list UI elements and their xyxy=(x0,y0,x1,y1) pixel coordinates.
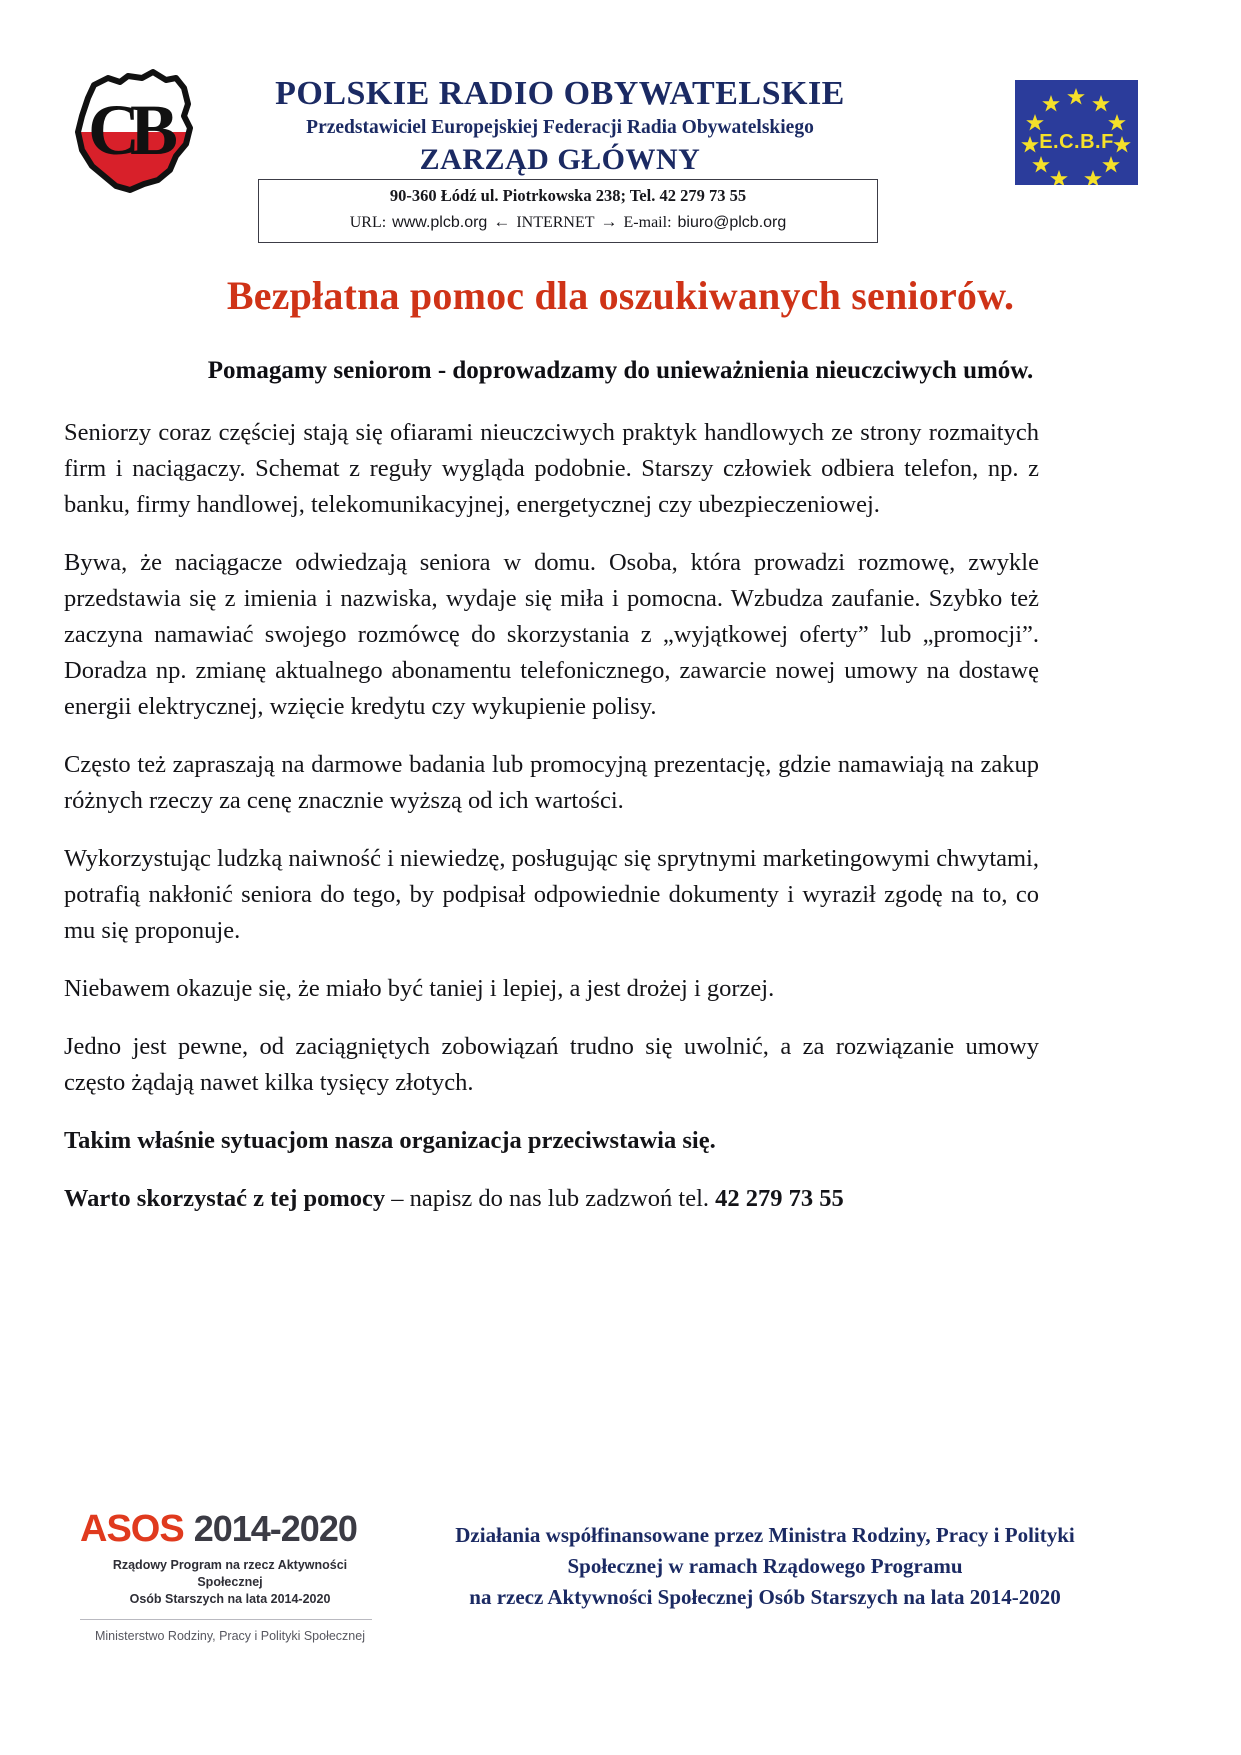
asos-program-line2: Osób Starszych na lata 2014-2020 xyxy=(129,1591,331,1606)
asos-divider xyxy=(80,1619,372,1620)
funding-note-line3: na rzecz Aktywności Społecznej Osób Starszych na lata 2014-2020 xyxy=(469,1585,1061,1609)
asos-ministry-name: Ministerstwo Rodziny, Pracy i Polityki Społecznej xyxy=(94,1628,365,1643)
cb-poland-logo-icon xyxy=(58,58,208,203)
asos-logo-title xyxy=(80,1510,410,1548)
cta-phone-number[interactable]: 42 279 73 55 xyxy=(715,1185,844,1212)
internet-label: INTERNET xyxy=(516,213,595,231)
arrow-left-icon: ← xyxy=(493,211,511,231)
cta-rest-text: – napisz do nas lub zadzwoń tel. xyxy=(385,1185,716,1212)
asos-program-name xyxy=(80,1557,380,1608)
email-label: E-mail: xyxy=(623,213,672,231)
asos-program-line1: Rządowy Program na rzecz Aktywności Społecznej xyxy=(112,1558,348,1589)
page-title: Bezpłatna pomoc dla oszukiwanych seniorów. xyxy=(226,273,1015,318)
url-value[interactable]: www.plcb.org xyxy=(392,213,488,231)
svg-text:E.C.B.F: E.C.B.F xyxy=(1039,131,1114,153)
paragraph: Bywa, że naciągacze odwiedzają seniora w domu. Osoba, która prowadzi rozmowę, zwykle przedstawia się z imienia i nazwiska, wydaje się miła i pomocna. Wzbudza zaufanie. Szybko też zaczyna namawiać swojego rozmówcę do skorzystania z „wyjątkowej oferty” lub „promocji”. Doradza np. zmianę aktualnego abonamentu telefonicznego, zawarcie nowej umowy na dostawę energii elektrycznej, wzięcie kredytu czy wykupienie polisy. xyxy=(64,549,1039,720)
url-label: URL: xyxy=(349,213,387,231)
paragraph: Niebawem okazuje się, że miało być taniej i lepiej, a jest drożej i gorzej. xyxy=(64,975,775,1002)
document-footer xyxy=(0,1510,1241,1710)
funding-note xyxy=(420,1520,1110,1613)
paragraph: Seniorzy coraz częściej stają się ofiarami nieuczciwych praktyk handlowych ze strony rozmaitych firm i naciągaczy. Schemat z reguły wygląda podobnie. Starszy człowiek odbiera telefon, np. z banku, firmy handlowej, telekomunikacyjnej, energetycznej czy ubezpieczeniowej. xyxy=(64,419,1039,518)
organization-board: ZARZĄD GŁÓWNY xyxy=(419,143,701,177)
cta-bold-text: Warto skorzystać z tej pomocy xyxy=(64,1185,386,1212)
ecbf-eu-flag-icon xyxy=(1015,80,1138,185)
closing-statement: Takim właśnie sytuacjom nasza organizacja przeciwstawia się. xyxy=(64,1127,716,1154)
asos-logo-block xyxy=(80,1510,410,1643)
paragraph: Jedno jest pewne, od zaciągniętych zobowiązań trudno się uwolnić, a za rozwiązanie umowy często żądają nawet kilka tysięcy złotych. xyxy=(64,1033,1039,1096)
paragraph: Wykorzystując ludzką naiwność i niewiedzę, posługując się sprytnymi marketingowymi chwytami, potrafią nakłonić seniora do tego, by podpisał odpowiednie dokumenty i wyraził zgodę na to, co mu się proponuje. xyxy=(64,845,1039,944)
svg-text:B: B xyxy=(130,90,179,170)
organization-name: POLSKIE RADIO OBYWATELSKIE xyxy=(275,75,845,112)
funding-note-line2: Społecznej w ramach Rządowego Programu xyxy=(567,1554,963,1578)
funding-note-line1: Działania współfinansowane przez Ministra Rodziny, Pracy i Polityki xyxy=(455,1523,1075,1547)
asos-wordmark: ASOS xyxy=(80,1508,184,1550)
svg-text:C: C xyxy=(88,90,140,170)
document-header xyxy=(0,0,1241,231)
call-to-action xyxy=(64,1181,1039,1217)
paragraph: Często też zapraszają na darmowe badania lub promocyjną prezentację, gdzie namawiają na zakup różnych rzeczy za cenę znacznie wyższą od ich wartości. xyxy=(64,751,1039,814)
organization-titles xyxy=(215,76,905,176)
page-subtitle: Pomagamy seniorom - doprowadzamy do unieważnienia nieuczciwych umów. xyxy=(207,357,1034,384)
contact-address: 90-360 Łódź ul. Piotrkowska 238; Tel. 42 279 73 55 xyxy=(389,186,747,205)
article-body xyxy=(64,415,1039,1217)
arrow-right-icon: → xyxy=(600,211,618,231)
asos-years: 2014-2020 xyxy=(193,1508,357,1549)
organization-subtitle: Przedstawiciel Europejskiej Federacji Radia Obywatelskiego xyxy=(306,116,814,138)
contact-internet-line xyxy=(259,211,877,234)
contact-box xyxy=(258,179,878,243)
email-value[interactable]: biuro@plcb.org xyxy=(677,213,787,231)
